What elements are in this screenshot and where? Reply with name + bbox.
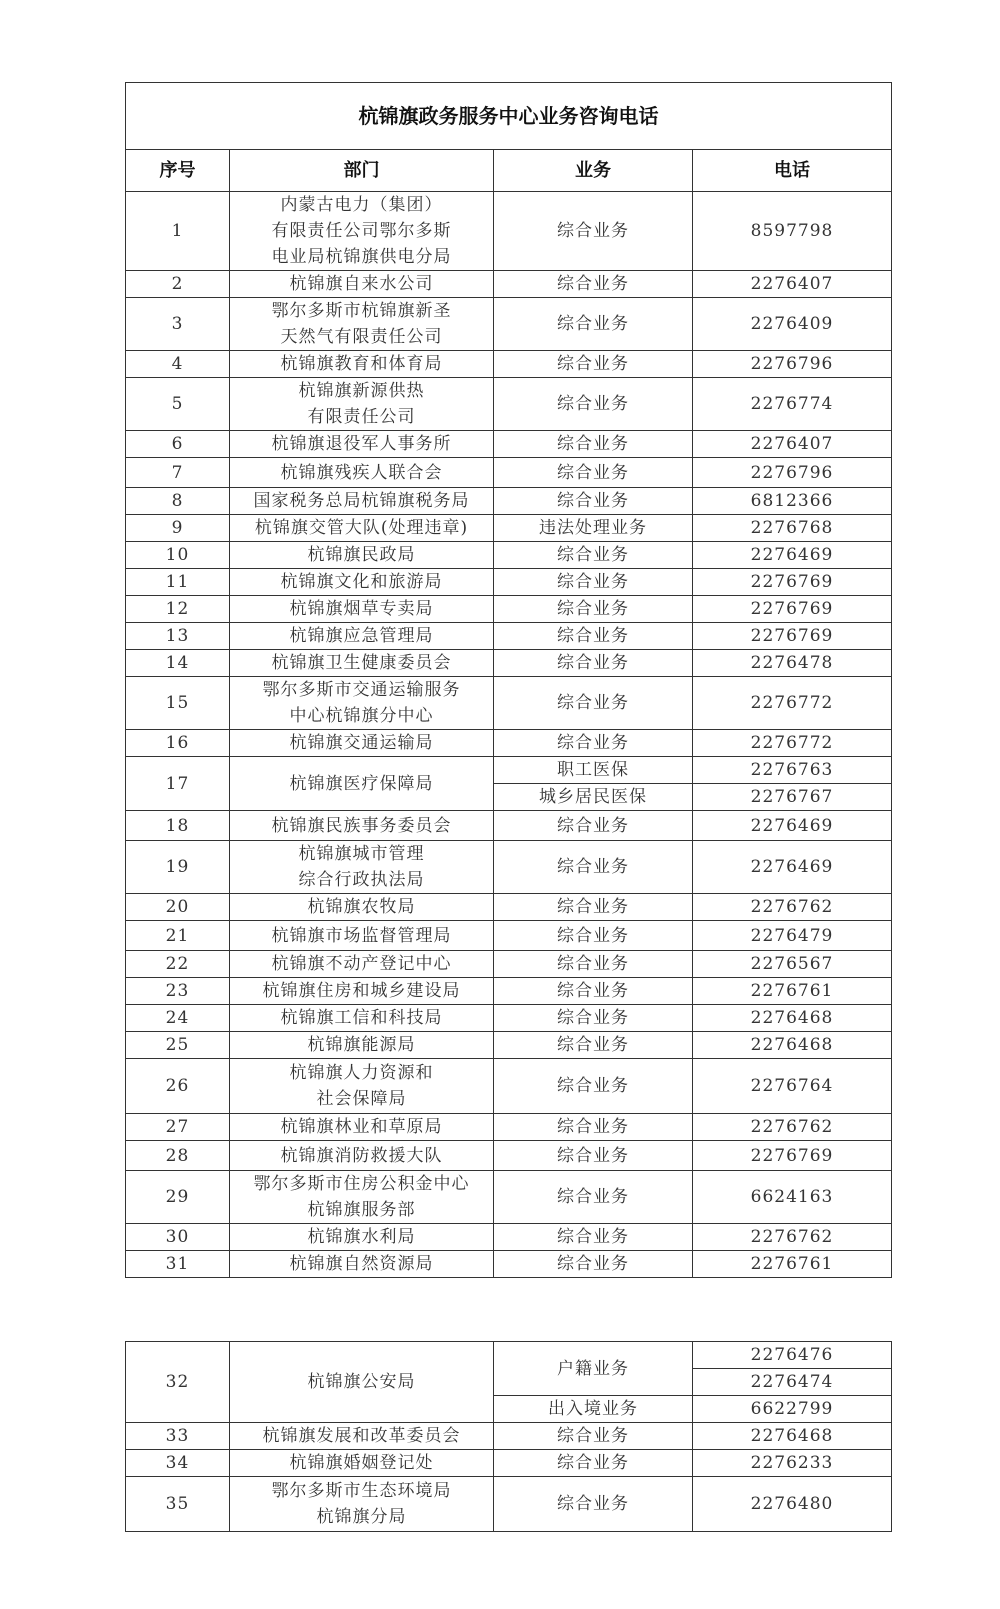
row-phone: 2276769 [693, 1141, 892, 1171]
row-business: 综合业务 [494, 1059, 693, 1114]
row-no: 11 [126, 569, 230, 596]
row-dept: 杭锦旗自然资源局 [230, 1251, 494, 1278]
row-phone: 2276567 [693, 951, 892, 978]
table-row [126, 811, 892, 841]
row-business: 综合业务 [494, 378, 693, 431]
row-no: 8 [126, 488, 230, 515]
row-no: 15 [126, 677, 230, 730]
row-no: 4 [126, 351, 230, 378]
row-no: 35 [126, 1477, 230, 1532]
row-phone: 6812366 [693, 488, 892, 515]
table-row [126, 1450, 892, 1477]
row-dept: 杭锦旗应急管理局 [230, 623, 494, 650]
row-dept: 杭锦旗不动产登记中心 [230, 951, 494, 978]
row-business: 综合业务 [494, 978, 693, 1005]
row-no: 5 [126, 378, 230, 431]
row-dept: 杭锦旗水利局 [230, 1224, 494, 1251]
row-business: 综合业务 [494, 951, 693, 978]
row-dept: 杭锦旗城市管理 综合行政执法局 [230, 841, 494, 894]
table-row [126, 623, 892, 650]
row-phone: 2276761 [693, 978, 892, 1005]
row-no: 13 [126, 623, 230, 650]
row-business: 综合业务 [494, 271, 693, 298]
row-phone: 2276767 [693, 784, 892, 811]
row-no: 21 [126, 921, 230, 951]
table-row [126, 841, 892, 894]
row-business: 综合业务 [494, 1141, 693, 1171]
row-phone: 2276768 [693, 515, 892, 542]
row-phone: 2276479 [693, 921, 892, 951]
table-row [126, 192, 892, 271]
row-no: 6 [126, 431, 230, 458]
row-business: 综合业务 [494, 650, 693, 677]
row-phone: 2276476 [693, 1342, 892, 1369]
row-phone: 2276772 [693, 677, 892, 730]
row-phone: 2276764 [693, 1059, 892, 1114]
table-row [126, 730, 892, 757]
row-business: 综合业务 [494, 569, 693, 596]
row-phone: 2276762 [693, 1224, 892, 1251]
row-business: 综合业务 [494, 1005, 693, 1032]
row-no: 27 [126, 1114, 230, 1141]
row-phone: 2276796 [693, 351, 892, 378]
header-phone: 电话 [693, 150, 892, 192]
row-no: 29 [126, 1171, 230, 1224]
row-dept: 杭锦旗退役军人事务所 [230, 431, 494, 458]
row-no: 24 [126, 1005, 230, 1032]
row-business: 综合业务 [494, 351, 693, 378]
row-business: 综合业务 [494, 677, 693, 730]
row-phone: 8597798 [693, 192, 892, 271]
row-business: 综合业务 [494, 1224, 693, 1251]
row-business: 综合业务 [494, 458, 693, 488]
row-dept: 鄂尔多斯市住房公积金中心 杭锦旗服务部 [230, 1171, 494, 1224]
row-phone: 6622799 [693, 1396, 892, 1423]
table-row [126, 1032, 892, 1059]
row-phone: 2276769 [693, 596, 892, 623]
row-no: 33 [126, 1423, 230, 1450]
row-no: 10 [126, 542, 230, 569]
row-dept: 杭锦旗住房和城乡建设局 [230, 978, 494, 1005]
row-dept: 杭锦旗婚姻登记处 [230, 1450, 494, 1477]
table-row [126, 677, 892, 730]
row-dept: 杭锦旗发展和改革委员会 [230, 1423, 494, 1450]
row-phone: 2276468 [693, 1032, 892, 1059]
row-business: 职工医保 [494, 757, 693, 784]
table-row [126, 1342, 892, 1369]
table-row [126, 596, 892, 623]
row-no: 14 [126, 650, 230, 677]
row-dept: 杭锦旗公安局 [230, 1342, 494, 1423]
row-business: 综合业务 [494, 921, 693, 951]
row-dept: 杭锦旗市场监督管理局 [230, 921, 494, 951]
row-phone: 2276480 [693, 1477, 892, 1532]
row-no: 26 [126, 1059, 230, 1114]
row-business: 综合业务 [494, 1171, 693, 1224]
table-row [126, 488, 892, 515]
row-business: 综合业务 [494, 1032, 693, 1059]
row-business: 综合业务 [494, 841, 693, 894]
table-row [126, 542, 892, 569]
row-dept: 杭锦旗工信和科技局 [230, 1005, 494, 1032]
row-phone: 2276407 [693, 271, 892, 298]
row-business: 综合业务 [494, 1114, 693, 1141]
row-phone: 2276762 [693, 894, 892, 921]
row-business: 综合业务 [494, 730, 693, 757]
row-phone: 2276469 [693, 811, 892, 841]
row-no: 32 [126, 1342, 230, 1423]
row-phone: 2276474 [693, 1369, 892, 1396]
row-business: 综合业务 [494, 596, 693, 623]
row-phone: 2276769 [693, 569, 892, 596]
header-dept: 部门 [230, 150, 494, 192]
row-business: 综合业务 [494, 1423, 693, 1450]
row-dept: 杭锦旗消防救援大队 [230, 1141, 494, 1171]
row-dept: 杭锦旗能源局 [230, 1032, 494, 1059]
row-dept: 杭锦旗农牧局 [230, 894, 494, 921]
row-dept: 内蒙古电力（集团） 有限责任公司鄂尔多斯 电业局杭锦旗供电分局 [230, 192, 494, 271]
row-business: 综合业务 [494, 1450, 693, 1477]
row-business: 综合业务 [494, 811, 693, 841]
table-row [126, 1224, 892, 1251]
row-business: 出入境业务 [494, 1396, 693, 1423]
row-phone: 6624163 [693, 1171, 892, 1224]
row-no: 23 [126, 978, 230, 1005]
row-dept: 杭锦旗烟草专卖局 [230, 596, 494, 623]
row-dept: 杭锦旗残疾人联合会 [230, 458, 494, 488]
table-row [126, 1251, 892, 1278]
row-no: 19 [126, 841, 230, 894]
row-business: 综合业务 [494, 1251, 693, 1278]
row-no: 3 [126, 298, 230, 351]
table-row [126, 1477, 892, 1532]
row-phone: 2276468 [693, 1005, 892, 1032]
table-row [126, 894, 892, 921]
table-row [126, 431, 892, 458]
table-row [126, 951, 892, 978]
row-phone: 2276762 [693, 1114, 892, 1141]
row-no: 9 [126, 515, 230, 542]
row-dept: 杭锦旗新源供热 有限责任公司 [230, 378, 494, 431]
row-dept: 杭锦旗卫生健康委员会 [230, 650, 494, 677]
row-dept: 杭锦旗教育和体育局 [230, 351, 494, 378]
table-row [126, 650, 892, 677]
row-dept: 鄂尔多斯市生态环境局 杭锦旗分局 [230, 1477, 494, 1532]
table-row [126, 458, 892, 488]
row-no: 20 [126, 894, 230, 921]
row-no: 7 [126, 458, 230, 488]
table-row [126, 378, 892, 431]
row-dept: 杭锦旗医疗保障局 [230, 757, 494, 811]
row-business: 综合业务 [494, 623, 693, 650]
row-dept: 鄂尔多斯市杭锦旗新圣 天然气有限责任公司 [230, 298, 494, 351]
row-business: 综合业务 [494, 488, 693, 515]
row-business: 综合业务 [494, 298, 693, 351]
row-business: 违法处理业务 [494, 515, 693, 542]
row-no: 1 [126, 192, 230, 271]
table-title: 杭锦旗政务服务中心业务咨询电话 [126, 83, 892, 150]
table-row [126, 1005, 892, 1032]
row-business: 综合业务 [494, 431, 693, 458]
row-dept: 杭锦旗民政局 [230, 542, 494, 569]
row-dept: 鄂尔多斯市交通运输服务 中心杭锦旗分中心 [230, 677, 494, 730]
row-business: 综合业务 [494, 192, 693, 271]
row-dept: 杭锦旗民族事务委员会 [230, 811, 494, 841]
row-phone: 2276233 [693, 1450, 892, 1477]
row-dept: 杭锦旗人力资源和 社会保障局 [230, 1059, 494, 1114]
table-row [126, 1114, 892, 1141]
row-dept: 杭锦旗林业和草原局 [230, 1114, 494, 1141]
row-phone: 2276478 [693, 650, 892, 677]
row-dept: 国家税务总局杭锦旗税务局 [230, 488, 494, 515]
header-no: 序号 [126, 150, 230, 192]
table-row [126, 298, 892, 351]
row-business: 城乡居民医保 [494, 784, 693, 811]
row-phone: 2276468 [693, 1423, 892, 1450]
row-phone: 2276407 [693, 431, 892, 458]
row-no: 18 [126, 811, 230, 841]
row-business: 综合业务 [494, 894, 693, 921]
table-row [126, 1171, 892, 1224]
table-row [126, 515, 892, 542]
row-no: 17 [126, 757, 230, 811]
row-no: 34 [126, 1450, 230, 1477]
row-no: 25 [126, 1032, 230, 1059]
row-dept: 杭锦旗交通运输局 [230, 730, 494, 757]
row-no: 31 [126, 1251, 230, 1278]
table-row [126, 1423, 892, 1450]
row-phone: 2276763 [693, 757, 892, 784]
table-row [126, 569, 892, 596]
row-phone: 2276761 [693, 1251, 892, 1278]
table-row [126, 978, 892, 1005]
row-no: 22 [126, 951, 230, 978]
row-phone: 2276796 [693, 458, 892, 488]
row-business: 综合业务 [494, 542, 693, 569]
row-phone: 2276769 [693, 623, 892, 650]
contact-table-2 [125, 1341, 892, 1532]
contact-table-1 [125, 82, 892, 1278]
row-no: 2 [126, 271, 230, 298]
row-dept: 杭锦旗自来水公司 [230, 271, 494, 298]
table-row [126, 351, 892, 378]
table-row [126, 1059, 892, 1114]
row-dept: 杭锦旗文化和旅游局 [230, 569, 494, 596]
row-phone: 2276772 [693, 730, 892, 757]
table-row [126, 1141, 892, 1171]
header-business: 业务 [494, 150, 693, 192]
row-phone: 2276469 [693, 542, 892, 569]
row-business: 综合业务 [494, 1477, 693, 1532]
table-row [126, 757, 892, 784]
row-business: 户籍业务 [494, 1342, 693, 1396]
row-no: 28 [126, 1141, 230, 1171]
table-row [126, 921, 892, 951]
table-row [126, 271, 892, 298]
row-phone: 2276409 [693, 298, 892, 351]
row-no: 16 [126, 730, 230, 757]
row-dept: 杭锦旗交管大队(处理违章) [230, 515, 494, 542]
row-no: 12 [126, 596, 230, 623]
row-phone: 2276774 [693, 378, 892, 431]
row-no: 30 [126, 1224, 230, 1251]
row-phone: 2276469 [693, 841, 892, 894]
